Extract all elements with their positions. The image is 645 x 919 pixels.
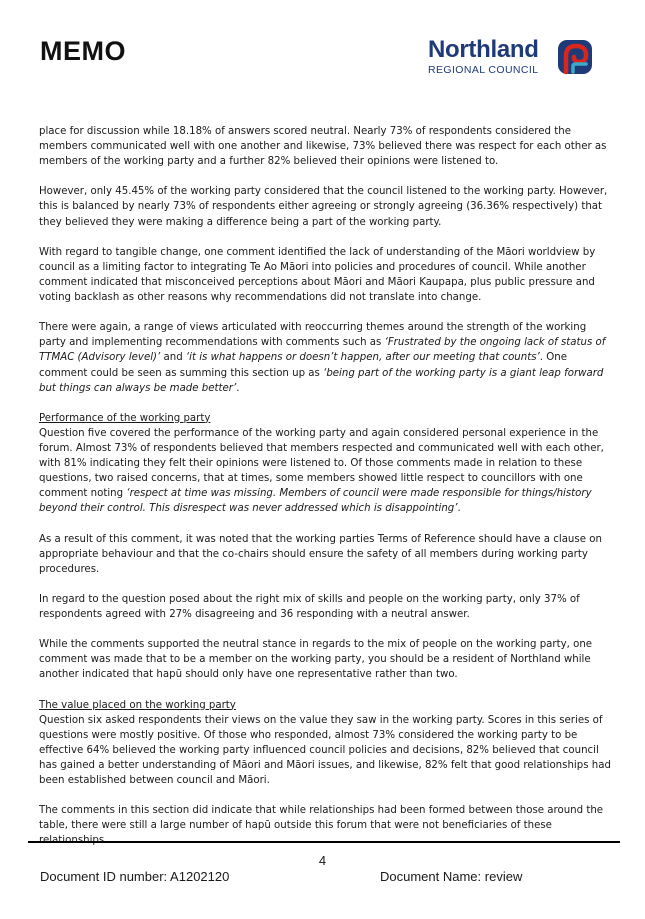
text-run: .	[457, 503, 461, 515]
paragraph: As a result of this comment, it was noted that the working parties Terms of Reference should have a clause on appropriate behaviour and that the co-chairs should ensure the safety of all members during working party procedures.	[39, 533, 602, 575]
quote: ‘respect at time was missing. Members of council were made responsible for things/history beyond their control. This disrespect was never addressed which is disappointing’	[39, 488, 592, 515]
paragraph: With regard to tangible change, one comment identified the lack of understanding of the Māori worldview by council as a limiting factor to integrating Te Ao Māori into policies and procedures of council. While another comment indicated that misconceived perceptions about Māori and Māori Kaupapa, plus public pressure and voting backlash as other reasons why recommendations did not translate into change.	[39, 246, 596, 304]
paragraph: While the comments supported the neutral stance in regards to the mix of people on the working party, one comment was made that to be a member on the working party, you should be a resident of Northland while another indicated that hapū should only have one representative rather than two.	[39, 639, 593, 681]
paragraph	[39, 426, 614, 517]
quote: ‘being part of the working party is a giant leap forward but things can always be made better’	[39, 367, 604, 394]
memo-body	[39, 124, 614, 864]
section-heading: The value placed on the working party	[39, 699, 236, 711]
document-name: Document Name: review	[380, 869, 523, 884]
text-run: . One comment could be seen as summing this section up as	[39, 352, 567, 379]
koru-logo-icon	[556, 38, 594, 76]
page-number: 4	[318, 853, 327, 868]
text-run: Question five covered the performance of the working party and again considered personal experience in the forum. Almost 73% of respondents believed that members respected and communicated well with each other, with 81% indicating they felt their opinions were listened to. Of those comments made in relation to these questions, two raised concerns, that at times, some members showed little respect to councillors with one comment noting	[39, 427, 604, 500]
paragraph: Question six asked respondents their views on the value they saw in the working party. Scores in this series of questions were mostly positive. Of those who responded, almost 73% considered the working party to be effective 64% believed the working party influenced council policies and decisions, 82% believed that council has gained a better understanding of Māori and Māori issues, and likewise, 82% felt that good relationships had been established between council and Māori.	[39, 714, 611, 787]
footer-divider	[28, 841, 620, 843]
memo-title: MEMO	[40, 36, 126, 66]
logo-name: Northland	[428, 36, 539, 63]
quote: ‘it is what happens or doesn’t happen, after our meeting that counts’	[185, 352, 540, 364]
paragraph: The comments in this section did indicate that while relationships had been formed between those around the table, there were still a large number of hapū outside this forum that were not beneficiaries of these relationships.	[39, 805, 604, 847]
quote: ‘Frustrated by the ongoing lack of status of TTMAC (Advisory level)’	[39, 337, 606, 364]
paragraph: However, only 45.45% of the working party considered that the council listened to the working party. However, this is balanced by nearly 73% of respondents either agreeing or strongly agreeing (36.36% respectively) that they believed they were making a difference being a part of the working party.	[39, 186, 608, 228]
paragraph	[39, 320, 614, 395]
paragraph: In regard to the question posed about the right mix of skills and people on the working party, only 37% of respondents agreed with 27% disagreeing and 36 responding with a neutral answer.	[39, 593, 580, 620]
text-run: and	[160, 352, 186, 364]
paragraph: place for discussion while 18.18% of answers scored neutral. Nearly 73% of respondents considered the members communicated well with one another and likewise, 73% believed there was respect for each other as members of the working party and a further 82% believed their opinions were listened to.	[39, 126, 607, 168]
northland-regional-council-logo	[428, 38, 598, 80]
document-id: Document ID number: A1202120	[40, 869, 230, 884]
text-run: There were again, a range of views articulated with reoccurring themes around the strength of the working party and implementing recommendations with comments such as	[39, 322, 587, 349]
section-heading: Performance of the working party	[39, 412, 211, 424]
text-run: .	[236, 382, 240, 394]
logo-subtitle: REGIONAL COUNCIL	[428, 64, 539, 76]
